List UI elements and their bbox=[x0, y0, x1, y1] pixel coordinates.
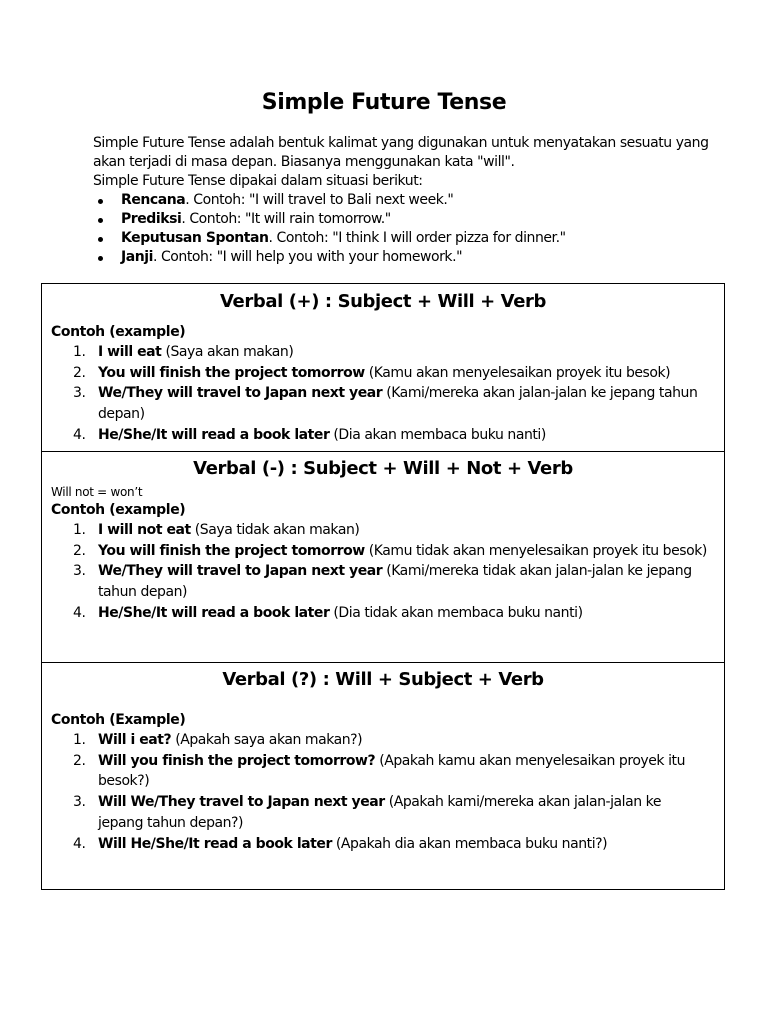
usage-list bbox=[93, 191, 733, 267]
list-item bbox=[42, 425, 724, 446]
intro-usage-lead: Simple Future Tense dipakai dalam situasi berikut: bbox=[93, 173, 423, 189]
list-item bbox=[42, 541, 724, 562]
list-item bbox=[93, 229, 733, 248]
example-translation: (Apakah kami/mereka akan jalan-jalan ke jepang tahun depan?) bbox=[98, 794, 661, 831]
bullet-icon bbox=[98, 199, 103, 204]
item-number: 4. bbox=[73, 835, 86, 852]
item-number: 3. bbox=[73, 563, 86, 580]
list-item bbox=[42, 792, 724, 833]
item-number: 2. bbox=[73, 364, 86, 381]
example-sentence: I will eat bbox=[98, 344, 162, 360]
usage-term: Prediksi bbox=[121, 211, 182, 227]
list-item bbox=[93, 191, 733, 210]
contraction-note: Will not = won’t bbox=[51, 485, 143, 499]
example-translation: (Kamu akan menyelesaikan proyek itu besok) bbox=[364, 364, 671, 381]
example-sentence: He/She/It will read a book later bbox=[98, 604, 330, 621]
example-list bbox=[42, 342, 724, 446]
page-title: Simple Future Tense bbox=[261, 90, 507, 115]
list-item bbox=[42, 520, 724, 541]
example-label: Contoh (example) bbox=[51, 502, 186, 518]
list-item bbox=[42, 561, 724, 602]
item-number: 3. bbox=[73, 794, 86, 811]
example-translation: (Dia akan membaca buku nanti) bbox=[329, 426, 546, 443]
list-item bbox=[42, 383, 724, 424]
usage-term: Keputusan Spontan bbox=[121, 230, 269, 246]
item-number: 1. bbox=[73, 522, 86, 538]
usage-term: Janji bbox=[121, 249, 153, 265]
example-translation: (Kamu tidak akan menyelesaikan proyek itu besok) bbox=[364, 542, 707, 559]
bullet-icon bbox=[98, 237, 103, 242]
example-label: Contoh (example) bbox=[51, 324, 186, 340]
bullet-icon bbox=[98, 256, 103, 261]
section-heading: Verbal (?) : Will + Subject + Verb bbox=[222, 669, 544, 690]
item-number: 1. bbox=[73, 732, 86, 748]
item-number: 2. bbox=[73, 542, 86, 559]
example-sentence: Will He/She/It read a book later bbox=[98, 835, 332, 852]
example-translation: (Kami/mereka akan jalan-jalan ke jepang tahun depan) bbox=[98, 385, 698, 423]
intro-section bbox=[93, 134, 733, 267]
usage-example: . Contoh: "I think I will order pizza for dinner." bbox=[268, 230, 566, 246]
item-number: 3. bbox=[73, 385, 86, 402]
example-translation: (Kami/mereka tidak akan jalan-jalan ke jepang tahun depan) bbox=[98, 563, 692, 601]
example-translation: (Apakah kamu akan menyelesaikan proyek itu besok?) bbox=[98, 752, 685, 790]
section-heading: Verbal (+) : Subject + Will + Verb bbox=[220, 291, 546, 312]
usage-example: . Contoh: "I will travel to Bali next week." bbox=[185, 192, 454, 208]
list-item bbox=[42, 751, 724, 792]
bullet-icon bbox=[98, 218, 103, 223]
list-item bbox=[42, 342, 724, 363]
positive-form-box bbox=[41, 283, 725, 452]
usage-example: . Contoh: "It will rain tomorrow." bbox=[181, 211, 391, 227]
example-sentence: You will finish the project tomorrow bbox=[98, 542, 365, 559]
list-item bbox=[42, 730, 724, 751]
item-number: 4. bbox=[73, 426, 86, 443]
example-translation: (Dia tidak akan membaca buku nanti) bbox=[329, 604, 583, 621]
list-item bbox=[42, 834, 724, 855]
item-number: 4. bbox=[73, 604, 86, 621]
example-list bbox=[42, 730, 724, 854]
list-item bbox=[93, 248, 733, 267]
example-translation: (Saya tidak akan makan) bbox=[190, 522, 360, 538]
list-item bbox=[42, 603, 724, 624]
example-sentence: Will i eat? bbox=[98, 732, 172, 748]
negative-form-box bbox=[41, 451, 725, 663]
example-translation: (Saya akan makan) bbox=[161, 344, 294, 360]
list-item bbox=[93, 210, 733, 229]
example-list bbox=[42, 520, 724, 624]
example-sentence: Will We/They travel to Japan next year bbox=[98, 794, 385, 811]
example-sentence: He/She/It will read a book later bbox=[98, 426, 330, 443]
example-label: Contoh (Example) bbox=[51, 712, 186, 728]
example-translation: (Apakah dia akan membaca buku nanti?) bbox=[331, 835, 608, 852]
example-sentence: We/They will travel to Japan next year bbox=[98, 563, 383, 580]
item-number: 1. bbox=[73, 344, 86, 360]
list-item bbox=[42, 363, 724, 384]
intro-definition: Simple Future Tense adalah bentuk kalimat yang digunakan untuk menyatakan sesuatu yang akan terjadi di masa depan. Biasanya menggunakan kata "will". bbox=[93, 135, 709, 170]
section-heading: Verbal (-) : Subject + Will + Not + Verb bbox=[193, 458, 573, 479]
example-sentence: You will finish the project tomorrow bbox=[98, 364, 365, 381]
question-form-box bbox=[41, 662, 725, 890]
example-sentence: Will you finish the project tomorrow? bbox=[98, 752, 376, 769]
example-sentence: I will not eat bbox=[98, 522, 191, 538]
example-translation: (Apakah saya akan makan?) bbox=[171, 732, 363, 748]
item-number: 2. bbox=[73, 752, 86, 769]
usage-term: Rencana bbox=[121, 192, 186, 208]
usage-example: . Contoh: "I will help you with your homework." bbox=[152, 249, 463, 265]
example-sentence: We/They will travel to Japan next year bbox=[98, 385, 383, 402]
